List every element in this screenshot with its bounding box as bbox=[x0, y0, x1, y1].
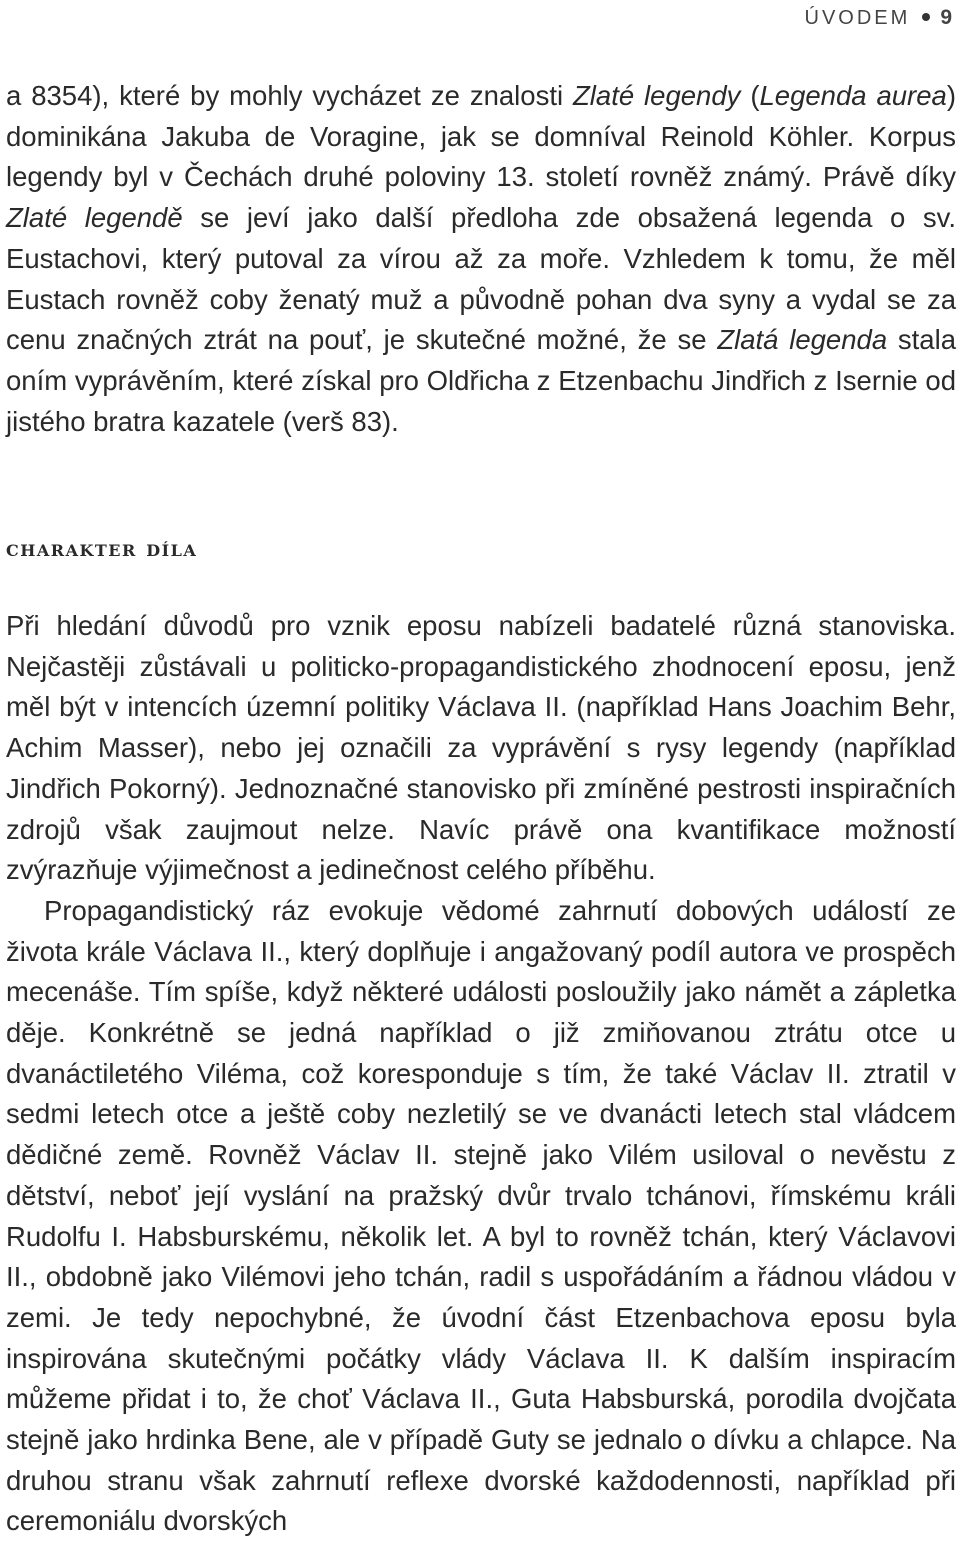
paragraph-2: Při hledání důvodů pro vznik eposu nabízeli badatelé různá stanoviska. Nejčastěji zůstávali u politicko-propagandistického zhodnocení eposu, jenž měl být v intencích územní politiky Václava II. (například Hans Joachim Behr, Achim Masser), nebo jej označili za vyprávění s rysy legendy (například Jindřich Pokorný). Jednoznačné stanovisko při zmíněné pestrosti inspiračních zdrojů však zaujmout nelze. Navíc právě ona kvantifikace možností zvýrazňuje výjimečnost a jedinečnost celého příběhu. bbox=[6, 610, 956, 886]
section-heading: charakter díla bbox=[6, 535, 198, 562]
text-run: se jeví jako další předloha zde obsažená legenda o sv. Eustachovi, který putoval za vírou až za moře. Vzhledem k tomu, že měl Eustach rovněž coby ženatý muž a původně pohan dva syny a vydal se za cenu značných ztrát na pouť, je skutečné možné, že se bbox=[6, 202, 956, 356]
italic-title: Legenda aurea bbox=[759, 80, 947, 111]
text-run: a 8354), které by mohly vycházet ze znalosti bbox=[6, 80, 573, 111]
section-body bbox=[6, 606, 956, 1542]
italic-title: Zlatá legenda bbox=[717, 324, 888, 356]
text-run: ( bbox=[740, 80, 760, 111]
paragraph-1-text bbox=[6, 76, 956, 442]
paragraph-3: Propagandistický ráz evokuje vědomé zahrnutí dobových událostí ze života krále Václava II., který doplňuje i angažovaný podíl autora ve prospěch mecenáše. Tím spíše, když některé události posloužily jako námět a zápletka děje. Konkrétně se jedná například o již zmiňovanou ztrátu otce u dvanáctiletého Viléma, což koresponduje s tím, že také Václav II. ztratil v sedmi letech otce a ještě coby nezletilý se ve dvanácti letech stal vládcem dědičné země. Rovněž Václav II. stejně jako Vilém usiloval o nevěstu z dětství, neboť její vyslání na pražský dvůr trvalo tchánovi, římskému králi Rudolfu I. Habsburskému, několik let. A byl to rovněž tchán, který Václavovi II., obdobně jako Vilémovi jeho tchán, radil s uspořádáním a řádnou vládou v zemi. Je tedy nepochybné, že úvodní část Etzenbachova eposu byla inspirována skutečnými počátky vlády Václava II. K dalším inspiracím můžeme přidat i to, že choť Václava II., Guta Habsburská, porodila dvojčata stejně jako hrdinka Bene, ale v případě Guty se jednalo o dívku a chlapce. Na druhou stranu však zahrnutí reflexe dvorské každodennosti, například při ceremoniálu dvorských bbox=[6, 894, 956, 1537]
text-run: ) dominikána Jakuba de Voragine, jak se domníval Reinold Köhler. Korpus legendy byl v Čechách druhé poloviny 13. století rovněž známý. Právě díky bbox=[6, 80, 956, 193]
italic-title: Zlaté legendě bbox=[6, 202, 183, 234]
header-section-title: ÚVODEM bbox=[804, 7, 911, 29]
text-run: stala oním vyprávěním, které získal pro Oldřicha z Etzenbachu Jindřich z Isernie od jistého bratra kazatele (verš 83). bbox=[6, 324, 956, 437]
page-number: 9 bbox=[940, 6, 952, 29]
bullet-separator-icon bbox=[922, 13, 930, 21]
running-header bbox=[805, 4, 952, 32]
italic-title: Zlaté legendy bbox=[573, 80, 741, 111]
paragraph-1 bbox=[6, 76, 956, 442]
